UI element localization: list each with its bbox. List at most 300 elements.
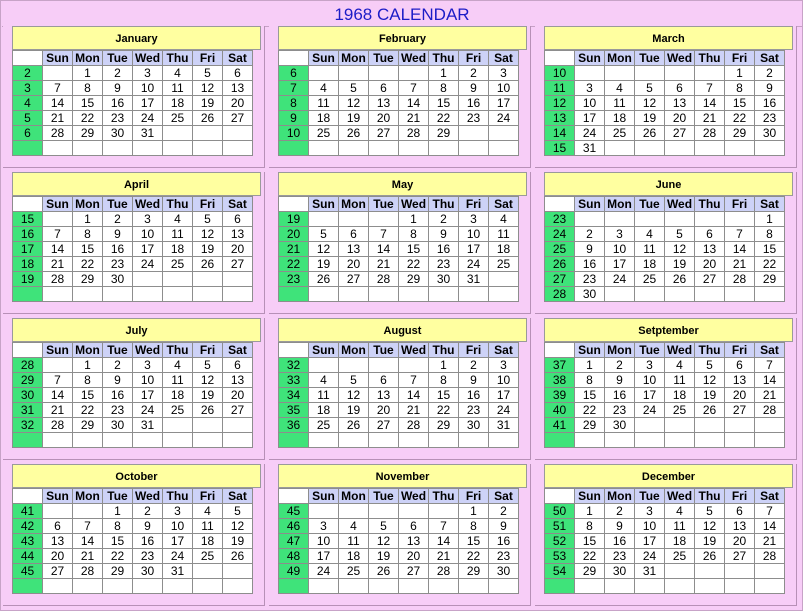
week-number: 51 <box>545 519 575 534</box>
day-cell <box>695 564 725 579</box>
day-name-thu: Thu <box>695 197 725 212</box>
week-row <box>279 111 519 126</box>
day-cell <box>369 287 399 302</box>
day-cell: 18 <box>163 242 193 257</box>
day-cell: 12 <box>339 96 369 111</box>
day-cell: 27 <box>223 403 253 418</box>
sunday-cell: 7 <box>43 227 73 242</box>
sunday-cell: 18 <box>309 403 339 418</box>
month-panel-february <box>269 26 531 168</box>
day-cell: 30 <box>605 418 635 433</box>
sunday-cell <box>575 579 605 594</box>
day-cell: 26 <box>193 257 223 272</box>
day-cell: 18 <box>163 388 193 403</box>
day-cell: 8 <box>725 81 755 96</box>
day-cell: 15 <box>725 96 755 111</box>
week-row <box>13 564 253 579</box>
week-row <box>13 403 253 418</box>
day-name-wed: Wed <box>133 197 163 212</box>
sunday-cell <box>43 579 73 594</box>
week-number: 54 <box>545 564 575 579</box>
day-cell: 31 <box>133 126 163 141</box>
day-cell: 20 <box>695 257 725 272</box>
week-number: 19 <box>13 272 43 287</box>
sunday-cell: 1 <box>575 358 605 373</box>
day-name-tue: Tue <box>635 51 665 66</box>
day-cell: 11 <box>665 519 695 534</box>
day-cell <box>339 579 369 594</box>
day-cell: 29 <box>73 272 103 287</box>
month-table <box>544 196 785 302</box>
sunday-cell <box>309 504 339 519</box>
sunday-cell: 7 <box>43 81 73 96</box>
sunday-cell <box>43 287 73 302</box>
day-cell: 29 <box>429 126 459 141</box>
day-cell <box>73 287 103 302</box>
week-row <box>545 418 785 433</box>
day-header-row <box>545 343 785 358</box>
day-cell: 25 <box>665 403 695 418</box>
week-number: 10 <box>279 126 309 141</box>
day-cell <box>489 141 519 156</box>
day-cell: 2 <box>489 504 519 519</box>
week-row <box>279 358 519 373</box>
day-name-wed: Wed <box>399 51 429 66</box>
day-cell: 17 <box>605 257 635 272</box>
week-header-cell <box>279 489 309 504</box>
day-cell <box>665 433 695 448</box>
week-number: 49 <box>279 564 309 579</box>
day-name-mon: Mon <box>605 197 635 212</box>
day-name-mon: Mon <box>605 51 635 66</box>
day-cell: 21 <box>755 534 785 549</box>
day-name-sat: Sat <box>223 197 253 212</box>
day-cell: 28 <box>755 549 785 564</box>
day-cell: 17 <box>163 534 193 549</box>
day-cell: 15 <box>429 388 459 403</box>
week-number: 8 <box>279 96 309 111</box>
day-name-thu: Thu <box>163 489 193 504</box>
week-row <box>545 96 785 111</box>
day-cell: 26 <box>369 564 399 579</box>
day-name-fri: Fri <box>725 343 755 358</box>
sunday-cell: 12 <box>309 242 339 257</box>
sunday-cell: 21 <box>43 403 73 418</box>
week-number: 42 <box>13 519 43 534</box>
day-cell: 22 <box>725 111 755 126</box>
week-number: 52 <box>545 534 575 549</box>
day-cell <box>223 433 253 448</box>
day-cell: 13 <box>339 242 369 257</box>
day-cell: 5 <box>635 81 665 96</box>
day-cell: 30 <box>429 272 459 287</box>
month-title: April <box>12 172 261 196</box>
day-cell: 21 <box>399 403 429 418</box>
day-cell <box>429 504 459 519</box>
day-cell: 17 <box>133 388 163 403</box>
day-cell: 12 <box>339 388 369 403</box>
day-cell: 20 <box>725 388 755 403</box>
week-row <box>279 433 519 448</box>
sunday-cell: 2 <box>575 227 605 242</box>
day-cell <box>605 287 635 302</box>
day-cell: 9 <box>459 81 489 96</box>
day-cell: 29 <box>73 418 103 433</box>
sunday-cell: 22 <box>575 403 605 418</box>
day-cell <box>223 287 253 302</box>
day-cell: 30 <box>103 272 133 287</box>
day-cell: 27 <box>339 272 369 287</box>
day-name-sun: Sun <box>575 51 605 66</box>
day-name-fri: Fri <box>193 489 223 504</box>
day-cell: 19 <box>193 242 223 257</box>
day-cell: 5 <box>193 358 223 373</box>
day-cell: 9 <box>103 227 133 242</box>
week-header-cell <box>545 489 575 504</box>
day-cell: 9 <box>133 519 163 534</box>
day-name-sun: Sun <box>309 489 339 504</box>
day-name-fri: Fri <box>193 51 223 66</box>
day-name-tue: Tue <box>635 489 665 504</box>
day-cell: 15 <box>429 96 459 111</box>
day-cell: 23 <box>605 403 635 418</box>
day-cell: 26 <box>339 126 369 141</box>
sunday-cell: 21 <box>43 257 73 272</box>
day-cell: 30 <box>489 564 519 579</box>
day-name-tue: Tue <box>635 343 665 358</box>
day-cell <box>133 287 163 302</box>
day-cell: 23 <box>489 549 519 564</box>
day-cell <box>725 433 755 448</box>
day-cell <box>369 358 399 373</box>
day-cell: 6 <box>223 358 253 373</box>
day-cell: 12 <box>193 373 223 388</box>
day-cell: 19 <box>339 403 369 418</box>
week-header-cell <box>545 197 575 212</box>
sunday-cell: 29 <box>575 418 605 433</box>
sunday-cell: 28 <box>43 126 73 141</box>
month-table <box>12 342 253 448</box>
week-row <box>13 66 253 81</box>
week-number <box>545 433 575 448</box>
week-header-cell <box>279 197 309 212</box>
sunday-cell: 28 <box>43 418 73 433</box>
sunday-cell: 21 <box>43 111 73 126</box>
week-number: 34 <box>279 388 309 403</box>
day-name-tue: Tue <box>103 343 133 358</box>
sunday-cell: 24 <box>309 564 339 579</box>
day-cell <box>399 141 429 156</box>
day-cell: 11 <box>193 519 223 534</box>
day-cell: 21 <box>725 257 755 272</box>
day-cell: 16 <box>459 96 489 111</box>
day-cell: 4 <box>635 227 665 242</box>
day-cell <box>399 287 429 302</box>
day-cell: 6 <box>399 519 429 534</box>
day-cell: 5 <box>193 66 223 81</box>
day-cell: 2 <box>103 66 133 81</box>
month-panel-july <box>3 318 265 460</box>
day-cell: 28 <box>725 272 755 287</box>
month-table <box>12 196 253 302</box>
day-cell: 11 <box>635 242 665 257</box>
day-name-wed: Wed <box>399 343 429 358</box>
day-cell: 27 <box>695 272 725 287</box>
day-name-sun: Sun <box>309 343 339 358</box>
week-number <box>13 433 43 448</box>
day-cell: 6 <box>223 212 253 227</box>
day-cell: 22 <box>399 257 429 272</box>
day-cell: 20 <box>665 111 695 126</box>
day-cell: 3 <box>133 66 163 81</box>
week-row <box>13 388 253 403</box>
day-cell <box>665 287 695 302</box>
day-cell <box>635 433 665 448</box>
day-cell <box>725 418 755 433</box>
day-cell <box>695 433 725 448</box>
day-cell <box>489 287 519 302</box>
day-header-row <box>279 51 519 66</box>
day-cell <box>73 433 103 448</box>
day-cell <box>725 579 755 594</box>
week-row <box>545 212 785 227</box>
day-name-thu: Thu <box>163 197 193 212</box>
day-cell <box>399 579 429 594</box>
day-cell: 16 <box>755 96 785 111</box>
sunday-cell <box>309 66 339 81</box>
week-number: 23 <box>279 272 309 287</box>
week-number <box>13 141 43 156</box>
day-name-tue: Tue <box>369 197 399 212</box>
day-cell: 21 <box>695 111 725 126</box>
day-cell <box>725 212 755 227</box>
week-number <box>13 579 43 594</box>
day-cell: 26 <box>193 403 223 418</box>
week-row <box>545 534 785 549</box>
day-cell <box>103 287 133 302</box>
week-row <box>13 358 253 373</box>
day-name-sat: Sat <box>223 343 253 358</box>
week-row <box>545 433 785 448</box>
day-cell: 3 <box>489 66 519 81</box>
day-cell: 21 <box>755 388 785 403</box>
day-cell: 9 <box>459 373 489 388</box>
day-cell: 28 <box>755 403 785 418</box>
day-cell <box>695 579 725 594</box>
day-cell <box>489 272 519 287</box>
day-name-thu: Thu <box>695 489 725 504</box>
day-name-sat: Sat <box>489 343 519 358</box>
day-cell <box>399 433 429 448</box>
day-cell: 13 <box>725 519 755 534</box>
day-header-row <box>279 343 519 358</box>
day-cell: 30 <box>755 126 785 141</box>
day-cell: 27 <box>369 418 399 433</box>
day-cell: 10 <box>133 227 163 242</box>
week-number: 7 <box>279 81 309 96</box>
day-cell <box>605 433 635 448</box>
day-cell: 12 <box>369 534 399 549</box>
week-row <box>545 257 785 272</box>
day-cell: 12 <box>695 519 725 534</box>
week-row <box>545 519 785 534</box>
day-cell: 13 <box>223 227 253 242</box>
day-cell <box>665 141 695 156</box>
week-number: 36 <box>279 418 309 433</box>
week-number: 28 <box>13 358 43 373</box>
day-cell: 12 <box>193 81 223 96</box>
week-number: 39 <box>545 388 575 403</box>
day-cell <box>635 141 665 156</box>
day-name-thu: Thu <box>429 489 459 504</box>
week-header-cell <box>545 343 575 358</box>
day-cell <box>369 66 399 81</box>
week-row <box>13 81 253 96</box>
day-cell: 17 <box>635 388 665 403</box>
week-number: 32 <box>279 358 309 373</box>
day-cell: 10 <box>635 519 665 534</box>
week-header-cell <box>13 489 43 504</box>
week-header-cell <box>279 51 309 66</box>
day-cell: 5 <box>695 504 725 519</box>
day-name-fri: Fri <box>459 489 489 504</box>
day-cell: 10 <box>635 373 665 388</box>
day-cell: 4 <box>665 358 695 373</box>
day-cell <box>725 564 755 579</box>
day-cell: 14 <box>755 519 785 534</box>
week-number: 20 <box>279 227 309 242</box>
week-row <box>545 579 785 594</box>
month-panel-october <box>3 464 265 606</box>
day-cell <box>459 141 489 156</box>
day-cell: 19 <box>369 549 399 564</box>
day-cell: 13 <box>725 373 755 388</box>
day-cell <box>755 433 785 448</box>
day-cell: 8 <box>429 81 459 96</box>
week-number: 6 <box>279 66 309 81</box>
week-row <box>13 504 253 519</box>
week-row <box>279 388 519 403</box>
day-cell <box>725 287 755 302</box>
week-row <box>545 227 785 242</box>
sunday-cell <box>43 433 73 448</box>
day-cell: 12 <box>635 96 665 111</box>
sunday-cell: 10 <box>575 96 605 111</box>
day-cell: 12 <box>193 227 223 242</box>
month-table <box>278 50 519 156</box>
day-cell <box>223 126 253 141</box>
day-cell: 15 <box>73 96 103 111</box>
sunday-cell <box>575 433 605 448</box>
day-cell: 25 <box>605 126 635 141</box>
day-cell: 8 <box>459 519 489 534</box>
day-cell <box>339 433 369 448</box>
week-row <box>545 141 785 156</box>
day-cell: 4 <box>163 358 193 373</box>
day-cell: 24 <box>635 549 665 564</box>
day-cell <box>103 433 133 448</box>
day-cell: 6 <box>369 81 399 96</box>
day-name-wed: Wed <box>399 489 429 504</box>
week-number: 44 <box>13 549 43 564</box>
day-name-sat: Sat <box>755 489 785 504</box>
day-cell: 20 <box>369 403 399 418</box>
week-row <box>279 257 519 272</box>
day-cell <box>695 66 725 81</box>
day-cell: 2 <box>103 212 133 227</box>
day-cell: 2 <box>103 358 133 373</box>
week-row <box>545 111 785 126</box>
day-cell <box>339 66 369 81</box>
week-row <box>545 403 785 418</box>
day-cell: 14 <box>369 242 399 257</box>
day-cell: 2 <box>459 358 489 373</box>
week-row <box>279 564 519 579</box>
week-row <box>279 403 519 418</box>
day-cell: 4 <box>339 519 369 534</box>
sunday-cell: 25 <box>309 126 339 141</box>
week-row <box>545 126 785 141</box>
month-table <box>278 342 519 448</box>
day-cell <box>429 433 459 448</box>
week-row <box>13 418 253 433</box>
week-row <box>545 81 785 96</box>
day-cell: 11 <box>339 534 369 549</box>
day-cell <box>223 564 253 579</box>
day-cell: 4 <box>193 504 223 519</box>
day-cell: 4 <box>163 66 193 81</box>
week-row <box>545 242 785 257</box>
day-cell: 19 <box>635 111 665 126</box>
month-title: December <box>544 464 793 488</box>
week-row <box>13 227 253 242</box>
day-cell: 13 <box>223 81 253 96</box>
week-row <box>279 534 519 549</box>
day-name-wed: Wed <box>665 51 695 66</box>
sunday-cell: 3 <box>575 81 605 96</box>
day-name-tue: Tue <box>635 197 665 212</box>
sunday-cell: 7 <box>43 373 73 388</box>
day-cell <box>605 212 635 227</box>
week-row <box>545 564 785 579</box>
day-cell: 8 <box>429 373 459 388</box>
day-cell: 3 <box>635 358 665 373</box>
day-name-fri: Fri <box>725 197 755 212</box>
day-cell <box>489 579 519 594</box>
week-number: 32 <box>13 418 43 433</box>
sunday-cell: 31 <box>575 141 605 156</box>
day-name-tue: Tue <box>103 489 133 504</box>
day-header-row <box>13 197 253 212</box>
day-name-mon: Mon <box>339 343 369 358</box>
sunday-cell: 4 <box>309 373 339 388</box>
week-row <box>13 549 253 564</box>
sunday-cell: 16 <box>575 257 605 272</box>
day-cell <box>73 504 103 519</box>
day-cell <box>339 358 369 373</box>
day-cell <box>605 66 635 81</box>
day-cell: 10 <box>163 519 193 534</box>
day-name-fri: Fri <box>725 489 755 504</box>
sunday-cell: 23 <box>575 272 605 287</box>
week-number <box>279 287 309 302</box>
day-cell: 11 <box>489 227 519 242</box>
week-row <box>13 212 253 227</box>
day-cell: 18 <box>665 534 695 549</box>
day-cell <box>369 579 399 594</box>
day-cell: 3 <box>489 358 519 373</box>
day-cell: 29 <box>459 564 489 579</box>
